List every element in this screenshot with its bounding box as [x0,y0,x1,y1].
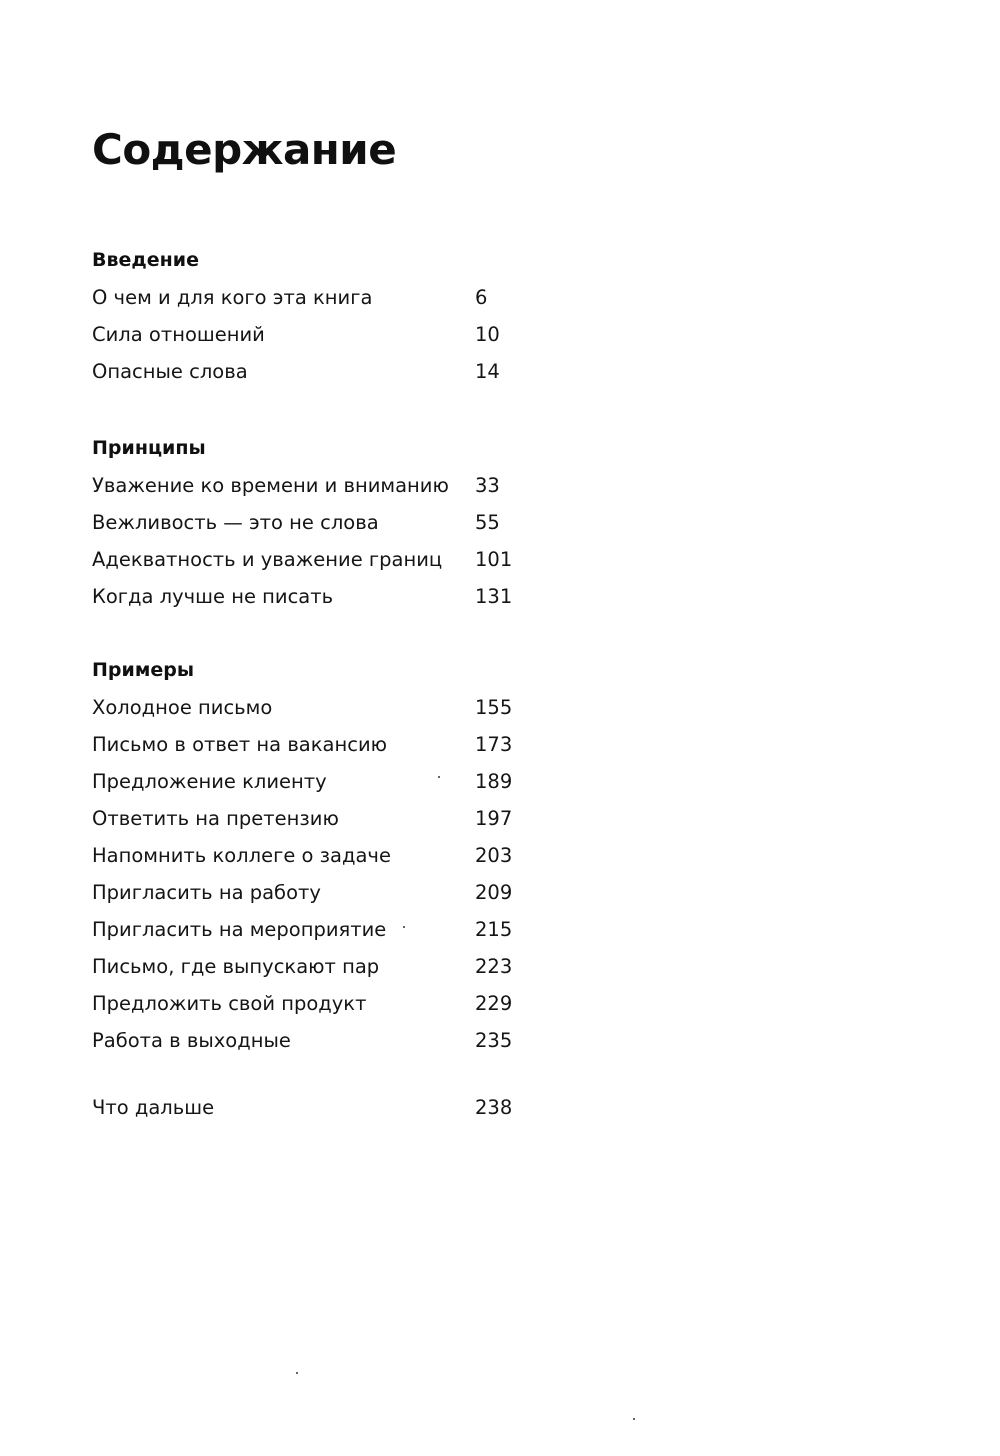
toc-entry[interactable] [92,548,532,585]
entry-page-number: 101 [475,548,513,571]
entry-page-number: 238 [475,1096,513,1119]
entry-page-number: 209 [475,881,513,904]
scan-speck [403,926,405,928]
entry-page-number: 189 [475,770,513,793]
toc-entry[interactable] [92,992,532,1029]
scan-speck [296,1372,298,1374]
entry-title: Предложение клиенту [92,770,327,793]
toc-entry[interactable] [92,770,532,807]
entry-title: Когда лучше не писать [92,585,334,608]
toc-entry[interactable] [92,360,532,397]
entry-title: Письмо в ответ на вакансию [92,733,388,756]
entry-page-number: 155 [475,696,513,719]
toc-entry[interactable] [92,844,532,881]
entry-page-number: 6 [475,286,488,309]
entry-title: Адекватность и уважение границ [92,548,443,571]
entry-title: О чем и для кого эта книга [92,286,373,309]
entry-title: Пригласить на работу [92,881,321,904]
entry-title: Пригласить на мероприятие [92,918,387,941]
entry-page-number: 33 [475,474,500,497]
entry-page-number: 229 [475,992,513,1015]
section-heading: Принципы [92,437,206,459]
entry-title: Письмо, где выпускают пар [92,955,380,978]
entry-title: Ответить на претензию [92,807,339,830]
section-heading: Примеры [92,659,195,681]
entry-page-number: 131 [475,585,513,608]
entry-title: Напомнить коллеге о задаче [92,844,391,867]
entry-page-number: 197 [475,807,513,830]
scan-speck [633,1418,635,1420]
toc-entry[interactable] [92,696,532,733]
entry-page-number: 203 [475,844,513,867]
entry-title: Уважение ко времени и вниманию [92,474,449,497]
entry-title: Сила отношений [92,323,265,346]
toc-entry[interactable] [92,474,532,511]
entry-page-number: 55 [475,511,500,534]
entry-page-number: 223 [475,955,513,978]
toc-entry[interactable] [92,918,532,955]
toc-entry[interactable] [92,1029,532,1066]
toc-entry[interactable] [92,323,532,360]
table-of-contents [92,120,552,1119]
entry-title: Работа в выходные [92,1029,291,1052]
page-title: Содержание [92,125,397,174]
toc-entry[interactable] [92,807,532,844]
toc-entry[interactable] [92,955,532,992]
toc-entry[interactable] [92,1096,532,1133]
entry-title: Опасные слова [92,360,248,383]
entry-title: Холодное письмо [92,696,273,719]
toc-section-examples [92,658,532,1066]
toc-entry[interactable] [92,511,532,548]
entry-title: Предложить свой продукт [92,992,367,1015]
toc-section-closing [92,1096,532,1133]
entry-page-number: 14 [475,360,500,383]
entry-page-number: 215 [475,918,513,941]
toc-entry[interactable] [92,286,532,323]
entry-page-number: 10 [475,323,500,346]
toc-section-principles [92,436,532,622]
toc-entry[interactable] [92,585,532,622]
toc-section-intro [92,248,532,397]
toc-entry[interactable] [92,881,532,918]
section-heading: Введение [92,249,199,271]
toc-entry[interactable] [92,733,532,770]
entry-title: Вежливость — это не слова [92,511,379,534]
entry-title: Что дальше [92,1096,215,1119]
entry-page-number: 173 [475,733,513,756]
entry-page-number: 235 [475,1029,513,1052]
scan-speck [438,776,440,778]
